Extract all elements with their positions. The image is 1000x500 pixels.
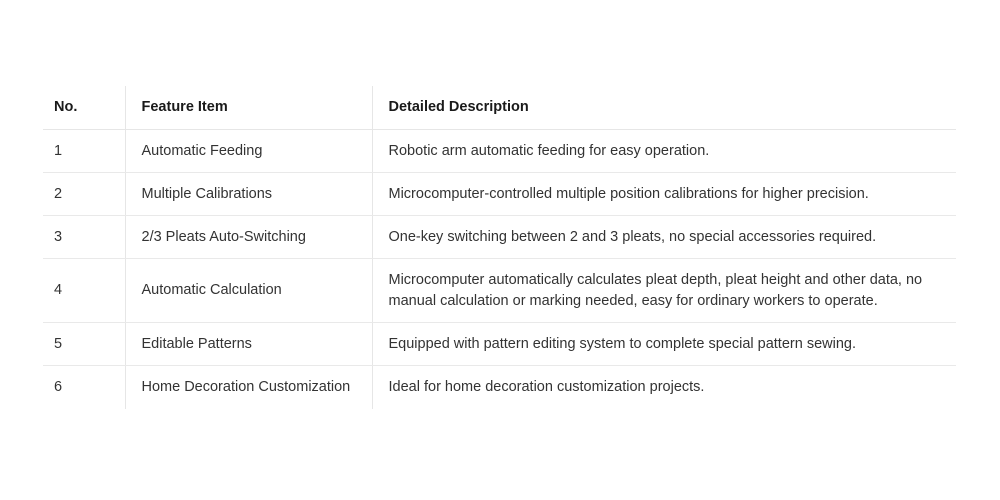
row-number: 6: [54, 378, 63, 395]
row-feature: Automatic Feeding: [125, 130, 372, 173]
row-description: Equipped with pattern editing system to complete special pattern sewing.: [372, 323, 956, 366]
row-number: 4: [43, 259, 125, 323]
row-feature: 2/3 Pleats Auto-Switching: [125, 216, 372, 259]
header-feature-item: Feature Item: [125, 86, 372, 130]
row-feature: Editable Patterns: [125, 323, 372, 366]
table-header-row: [43, 86, 956, 130]
table-row: [43, 216, 956, 259]
row-number: 1: [43, 130, 125, 173]
row-feature: Multiple Calibrations: [125, 173, 372, 216]
header-detailed-description: Detailed Description: [372, 86, 956, 130]
table-row: [43, 323, 956, 366]
table-row: [43, 366, 956, 409]
feature-table: [43, 86, 956, 409]
header-no: No.: [43, 86, 125, 130]
row-feature: Automatic Calculation: [125, 259, 372, 323]
row-description: Ideal for home decoration customization projects.: [372, 366, 956, 409]
row-description: Microcomputer-controlled multiple position calibrations for higher precision.: [372, 173, 956, 216]
row-feature: Home Decoration Customization: [125, 366, 372, 409]
row-number: 2: [43, 173, 125, 216]
table-row: [43, 173, 956, 216]
row-description: Robotic arm automatic feeding for easy operation.: [372, 130, 956, 173]
row-number: 5: [43, 323, 125, 366]
table-row: [43, 130, 956, 173]
row-description: Microcomputer automatically calculates pleat depth, pleat height and other data, no manual calculation or marking needed, easy for ordinary workers to operate.: [372, 259, 956, 323]
row-description: One-key switching between 2 and 3 pleats, no special accessories required.: [372, 216, 956, 259]
row-number: 3: [43, 216, 125, 259]
table-row: [43, 259, 956, 323]
feature-table-container: [43, 86, 956, 409]
